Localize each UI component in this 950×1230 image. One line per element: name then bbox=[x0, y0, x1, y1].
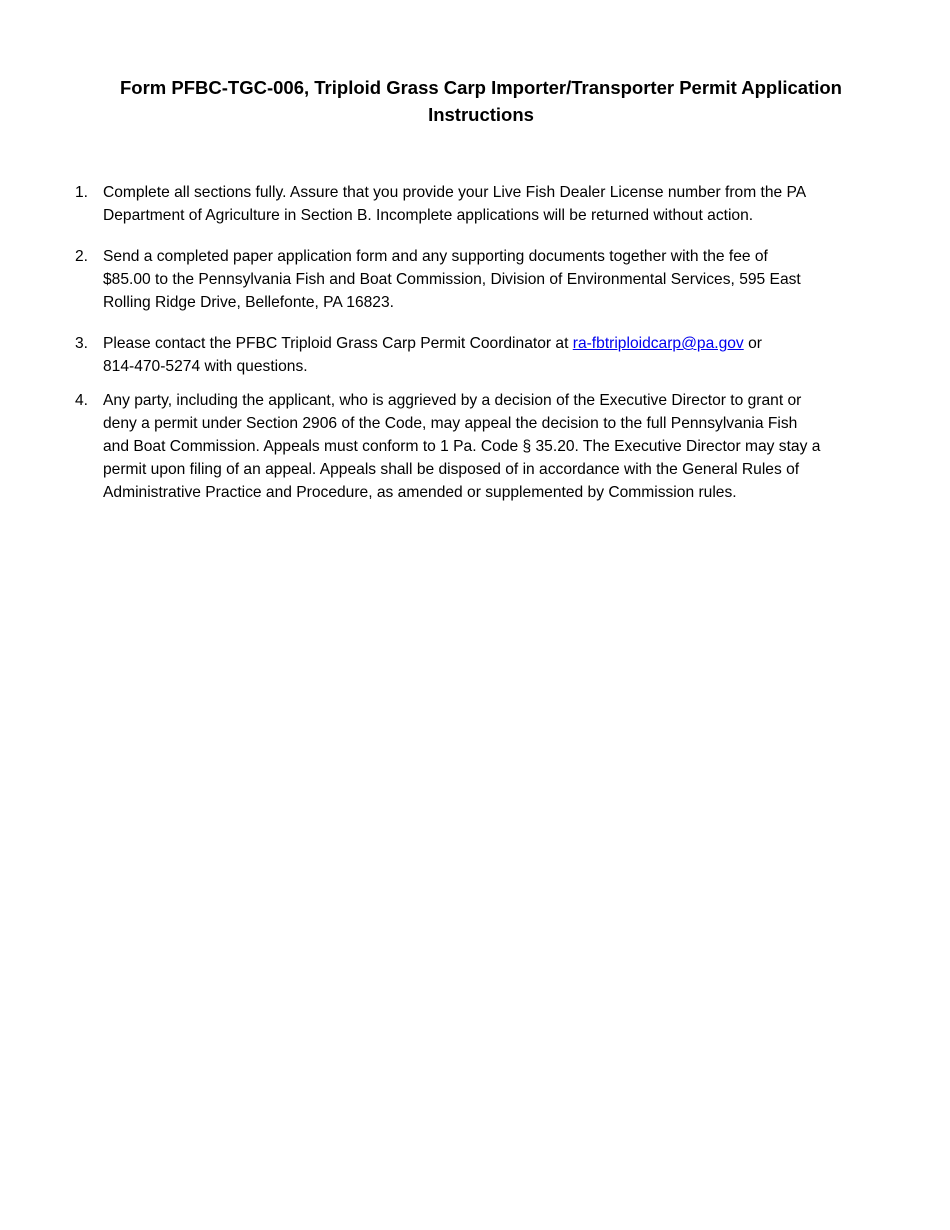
item-number: 3. bbox=[75, 335, 89, 352]
item-text bbox=[103, 245, 893, 314]
item-line: $85.00 to the Pennsylvania Fish and Boat Commission, Division of Environmental Services, 595 East bbox=[103, 271, 801, 288]
item-line bbox=[103, 332, 893, 355]
contact-prefix: Please contact the PFBC Triploid Grass Carp Permit Coordinator at bbox=[103, 335, 573, 352]
item-number: 1. bbox=[75, 184, 89, 201]
item-line: Department of Agriculture in Section B. Incomplete applications will be returned without action. bbox=[103, 207, 754, 224]
item-text bbox=[103, 332, 893, 378]
document-title bbox=[60, 74, 902, 128]
item-line: Rolling Ridge Drive, Bellefonte, PA 16823. bbox=[103, 294, 394, 311]
item-line: Send a completed paper application form and any supporting documents together with the fee of bbox=[103, 248, 768, 265]
item-number: 2. bbox=[75, 248, 89, 265]
item-line: permit upon filing of an appeal. Appeals shall be disposed of in accordance with the General Rules of bbox=[103, 461, 800, 478]
title-line-1: Form PFBC-TGC-006, Triploid Grass Carp Importer/Transporter Permit Application bbox=[120, 77, 842, 98]
item-line: 814-470-5274 with questions. bbox=[103, 358, 308, 375]
coordinator-email-link[interactable]: ra-fbtriploidcarp@pa.gov bbox=[572, 335, 744, 352]
item-line: Complete all sections fully. Assure that you provide your Live Fish Dealer License number from the PA bbox=[103, 184, 807, 201]
title-line-2: Instructions bbox=[428, 104, 534, 125]
item-line: Administrative Practice and Procedure, as amended or supplemented by Commission rules. bbox=[103, 484, 737, 501]
contact-suffix: or bbox=[743, 335, 762, 352]
item-line: and Boat Commission. Appeals must conform to 1 Pa. Code § 35.20. The Executive Director may stay a bbox=[103, 438, 821, 455]
item-line: deny a permit under Section 2906 of the Code, may appeal the decision to the full Pennsylvania Fish bbox=[103, 415, 798, 432]
item-line: Any party, including the applicant, who is aggrieved by a decision of the Executive Director to grant or bbox=[103, 392, 802, 409]
item-number: 4. bbox=[75, 392, 89, 409]
item-text bbox=[103, 181, 893, 227]
item-text bbox=[103, 389, 893, 504]
